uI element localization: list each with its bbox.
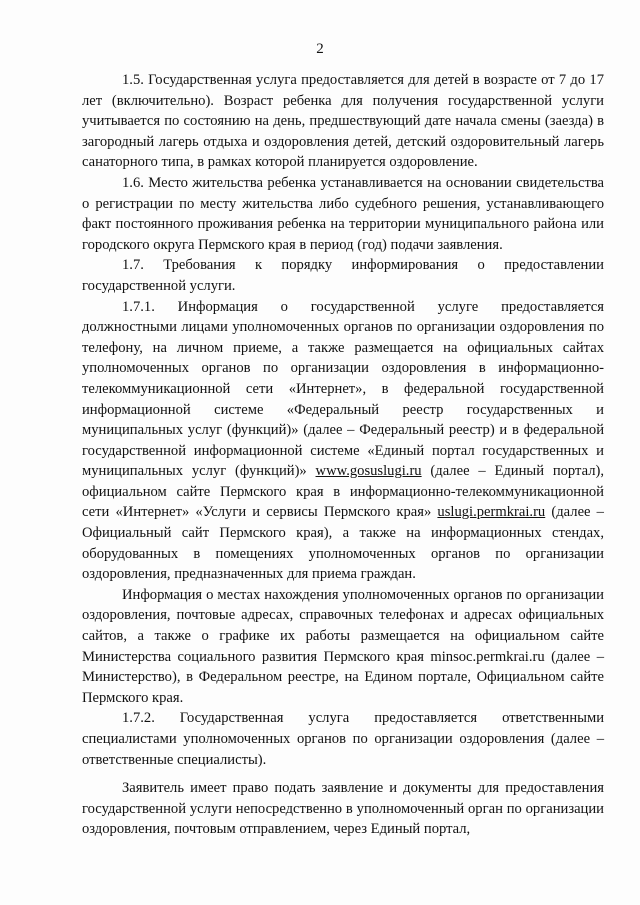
paragraph-text: (далее – Единый портал), официальном сайте Пермского края в информационно-телекоммуникационной сети «Интернет» «Услуги и сервисы Пермского края» [82, 463, 604, 521]
paragraph-applicant-rights: Заявитель имеет право подать заявление и документы для предоставления государственной услуги непосредственно в уполномоченный орган по организации оздоровления, почтовым отправлением, через Единый портал, [82, 780, 604, 838]
paragraph-text: (далее – Официальный сайт Пермского края), а также на информационных стендах, оборудованных в помещениях уполномоченных органов по организации оздоровления, предназначенных для приема граждан. [82, 504, 604, 583]
paragraph-information: Информация о местах нахождения уполномоченных органов по организации оздоровления, почтовые адресах, справочных телефонах и адресах официальных сайтов, а также о графике их работы размещается на официальном сайте Министерства социального развития Пермского края minsoc.permkrai.ru (далее – Министерство), в Федеральном реестре, на Едином портале, Официальном сайте Пермского края. [82, 586, 604, 706]
paragraph-1-6: 1.6. Место жительства ребенка устанавливается на основании свидетельства о регистрации по месту жительства либо судебного решения, устанавливающего факт постоянного проживания ребенка на территории муниципального района или городского округа Пермского края в период (год) подачи заявления. [82, 174, 604, 253]
paragraph-1-7-1 [82, 297, 604, 585]
document-body [82, 70, 604, 840]
paragraph-1-5: 1.5. Государственная услуга предоставляется для детей в возрасте от 7 до 17 лет (включительно). Возраст ребенка для получения государственной услуги учитывается по состоянию на день, предшествующий дате начала смены (заезда) в загородный лагерь отдыха и оздоровления детей, детский оздоровительный лагерь санаторного типа, в рамках которой планируется оздоровление. [82, 72, 604, 171]
gosuslugi-link[interactable]: www.gosuslugi.ru [315, 463, 422, 480]
paragraph-text: 1.7.1. Информация о государственной услуге предоставляется должностными лицами уполномоченных органов по организации оздоровления по телефону, на личном приеме, а также размещается на официальных сайтах уполномоченных органов по организации оздоровления в информационно-телекоммуникационной сети «Интернет», в федеральной государственной информационной системе «Федеральный реестр государственных и муниципальных услуг (функций)» (далее – Федеральный реестр) и в федеральной государственной информационной системе «Единый портал государственных и муниципальных услуг (функций)» [82, 298, 604, 480]
paragraph-1-7: 1.7. Требования к порядку информирования о предоставлении государственной услуги. [82, 257, 604, 294]
paragraph-1-7-2: 1.7.2. Государственная услуга предоставляется ответственными специалистами уполномоченных органов по организации оздоровления (далее – ответственные специалисты). [82, 710, 604, 768]
uslugi-permkrai-link[interactable]: uslugi.permkrai.ru [437, 504, 546, 521]
page-number: 2 [316, 41, 324, 57]
